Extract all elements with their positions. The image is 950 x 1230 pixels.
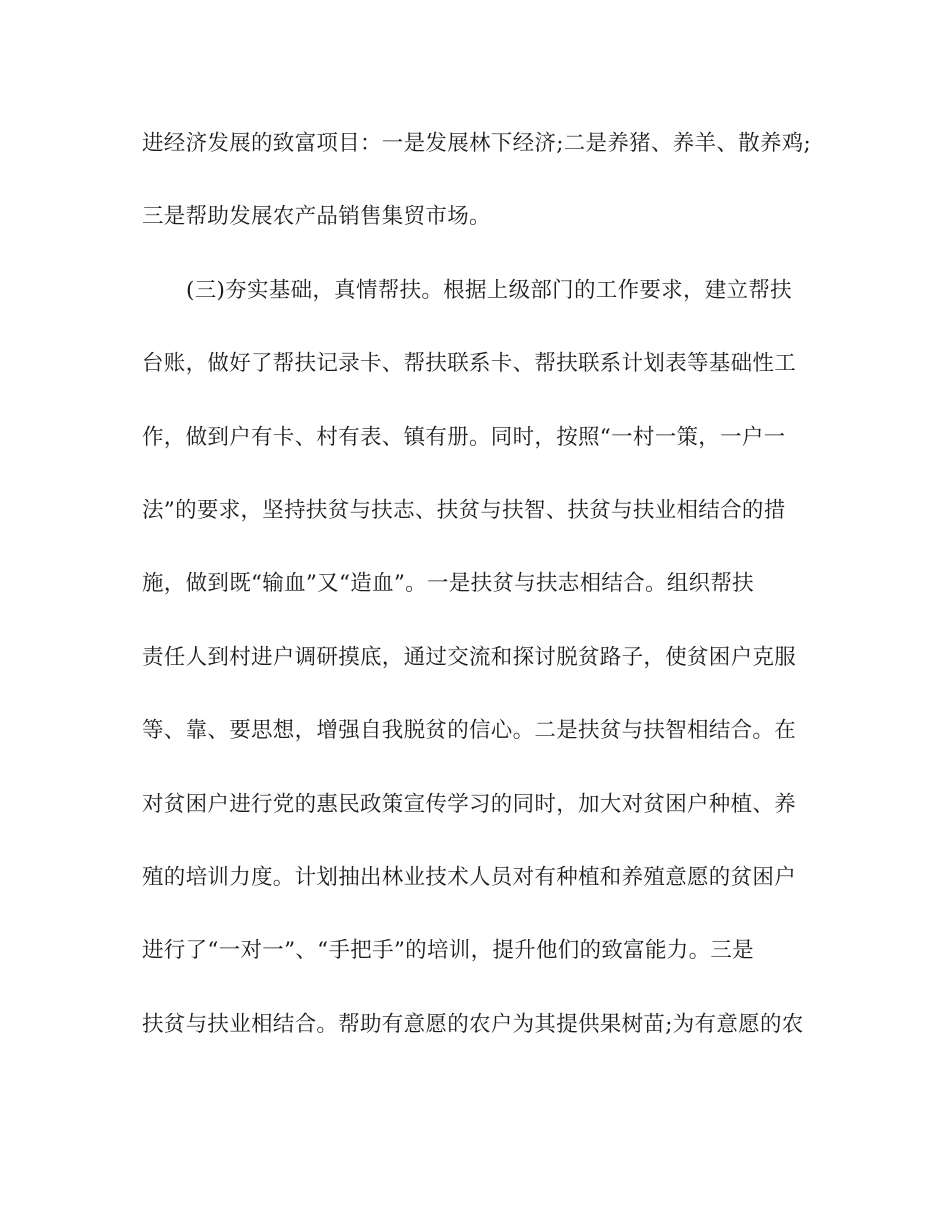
body-text — [142, 126, 812, 1080]
text-line: 扶贫与扶业相结合。帮助有意愿的农户为其提供果树苗;为有意愿的农 — [142, 1011, 804, 1037]
text-line: 对贫困户进行党的惠民政策宣传学习的同时，加大对贫困户种植、养 — [142, 791, 797, 817]
text-line: 进经济发展的致富项目：一是发展林下经济;二是养猪、养羊、散养鸡; — [142, 131, 812, 156]
text-line: 等、靠、要思想，增强自我脱贫的信心。二是扶贫与扶智相结合。在 — [142, 718, 797, 744]
text-line: 进行了“一对一”、“手把手”的培训，提升他们的致富能力。三是 — [142, 938, 754, 964]
paragraph-start-line: (三)夯实基础，真情帮扶。根据上级部门的工作要求，建立帮扶 — [186, 277, 792, 303]
text-line: 责任人到村进户调研摸底，通过交流和探讨脱贫路子，使贫困户克服 — [142, 644, 797, 670]
text-line: 法”的要求，坚持扶贫与扶志、扶贫与扶智、扶贫与扶业相结合的措 — [142, 497, 786, 523]
text-line: 台账，做好了帮扶记录卡、帮扶联系卡、帮扶联系计划表等基础性工 — [142, 351, 797, 377]
text-line: 作，做到户有卡、村有表、镇有册。同时，按照“一村一策，一户一 — [142, 424, 786, 450]
text-line: 施，做到既“输血”又“造血”。一是扶贫与扶志相结合。组织帮扶 — [142, 571, 754, 597]
text-line: 三是帮助发展农产品销售集贸市场。 — [142, 204, 491, 230]
text-line: 殖的培训力度。计划抽出林业技术人员对有种植和养殖意愿的贫困户 — [142, 864, 797, 890]
